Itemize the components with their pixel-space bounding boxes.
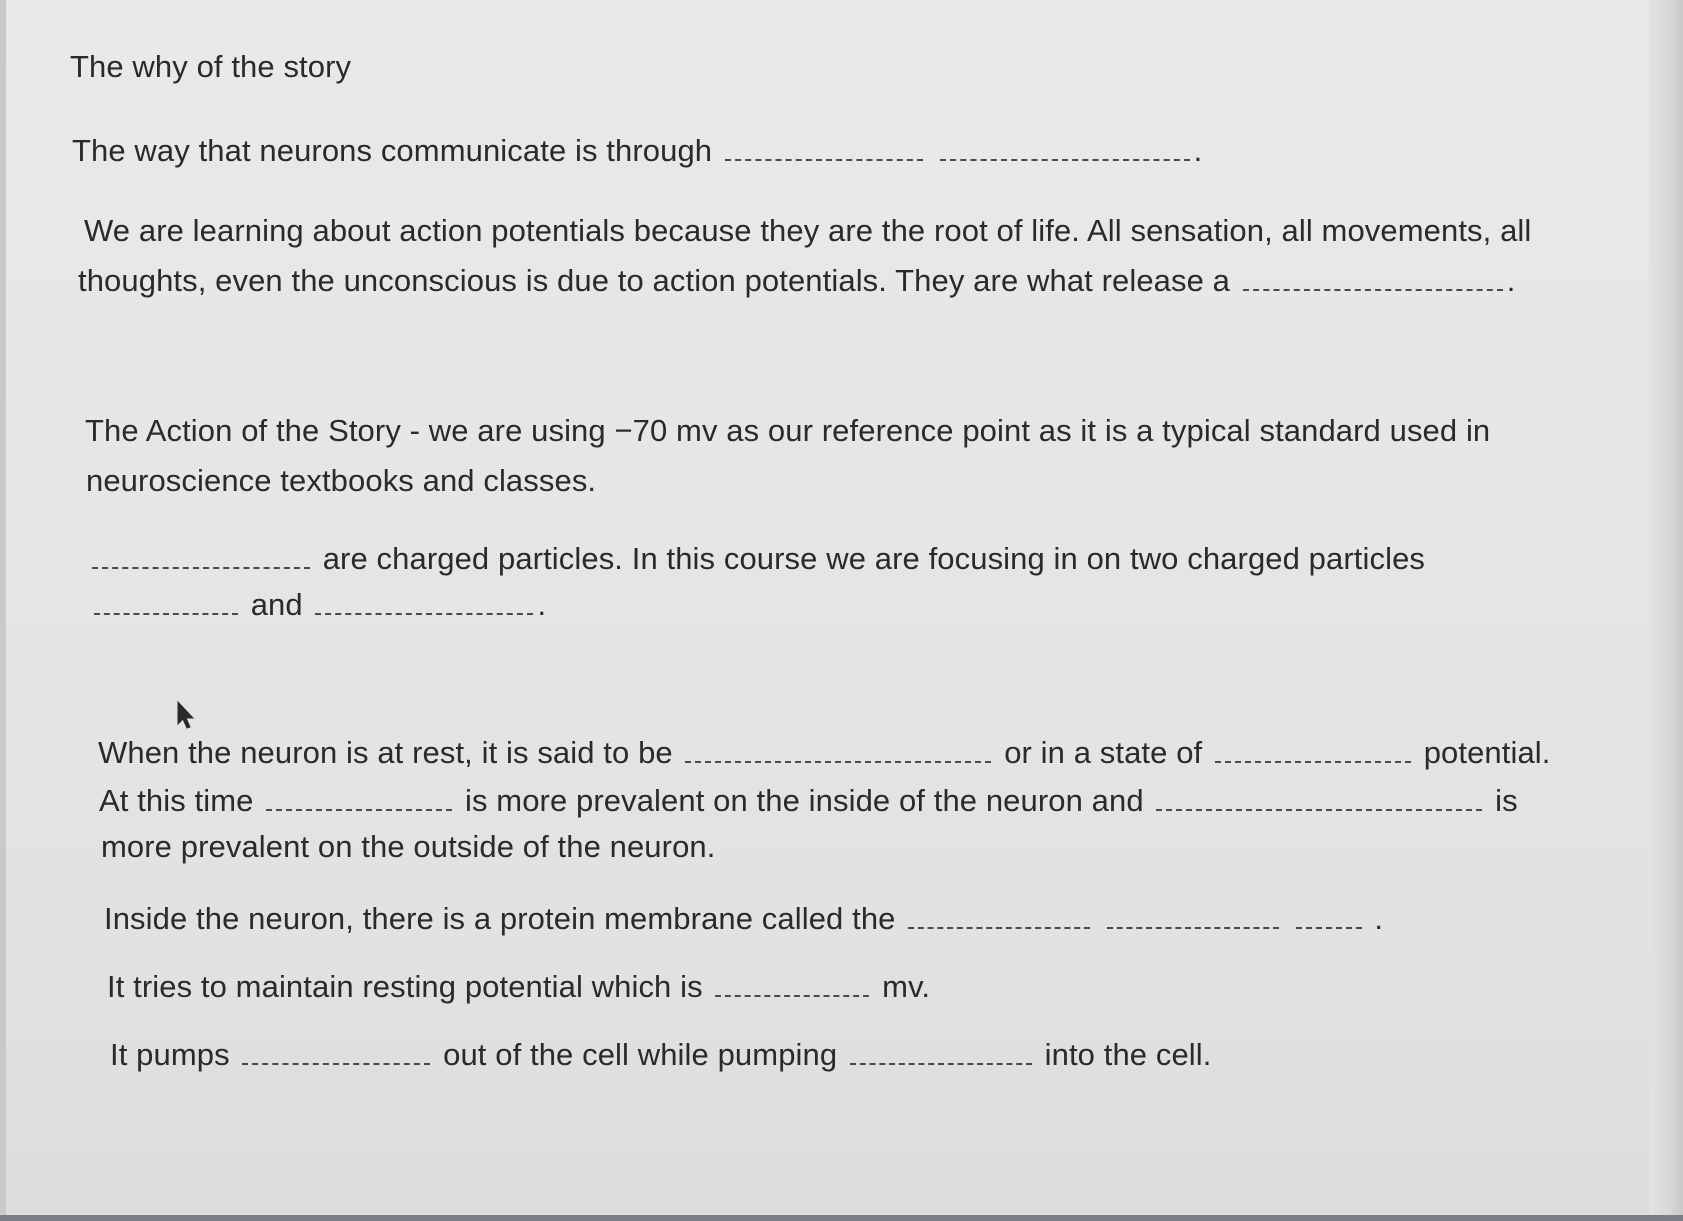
question-resting-line2 <box>99 782 1518 820</box>
p3-line2: neuroscience textbooks and classes. <box>86 463 597 498</box>
page-title <box>70 48 351 86</box>
answer-blank[interactable] <box>725 137 923 161</box>
answer-blank[interactable] <box>92 545 310 569</box>
question-communication <box>72 132 1202 170</box>
question-resting-line3 <box>101 828 715 866</box>
p5-line1-c: potential. <box>1423 735 1551 770</box>
p6-prefix: Inside the neuron, there is a protein membrane called the <box>104 901 896 936</box>
answer-blank[interactable] <box>715 973 869 997</box>
p4-suffix: . <box>537 587 547 622</box>
p5-line2-a: At this time <box>99 783 254 818</box>
q1-prefix: The way that neurons communicate is through <box>72 133 713 168</box>
p5-line1-b: or in a state of <box>1004 735 1203 770</box>
p8-c: into the cell. <box>1044 1037 1212 1072</box>
answer-blank[interactable] <box>266 787 452 811</box>
title-text: The why of the story <box>70 49 352 84</box>
p3-line1: The Action of the Story - we are using −70 mv as our reference point as it is a typical standard used in <box>85 413 1491 448</box>
p2-line1: We are learning about action potentials because they are the root of life. All sensation, all movements, all <box>84 213 1532 248</box>
question-protein-membrane <box>104 900 1383 938</box>
answer-blank[interactable] <box>94 591 238 615</box>
p8-a: It pumps <box>110 1037 230 1072</box>
question-resting-line1 <box>98 734 1551 772</box>
answer-blank[interactable] <box>315 591 533 615</box>
paragraph-action-potentials-line2 <box>78 262 1515 300</box>
p5-line2-b: is more prevalent on the inside of the neuron and <box>464 783 1144 818</box>
p2-suffix: . <box>1506 263 1516 298</box>
answer-blank[interactable] <box>1215 739 1411 763</box>
answer-blank[interactable] <box>850 1041 1032 1065</box>
p7-prefix: It tries to maintain resting potential which is <box>107 969 703 1004</box>
question-charged-particles-line2 <box>94 586 546 624</box>
answer-blank[interactable] <box>1156 787 1482 811</box>
paragraph-action-potentials-line1 <box>84 212 1531 250</box>
p5-line2-c: is <box>1495 783 1518 818</box>
p5-line3: more prevalent on the outside of the neuron. <box>101 829 716 864</box>
p4-line1: are charged particles. In this course we are focusing in on two charged particles <box>322 541 1426 576</box>
p4-and: and <box>250 587 303 622</box>
mouse-pointer-icon <box>176 700 196 730</box>
section-heading-action-line1 <box>85 412 1490 450</box>
p7-suffix: mv. <box>882 969 931 1004</box>
question-resting-value <box>107 968 930 1006</box>
answer-blank[interactable] <box>242 1041 430 1065</box>
section-heading-action-line2 <box>86 462 596 500</box>
answer-blank[interactable] <box>908 905 1090 929</box>
q1-suffix: . <box>1193 133 1203 168</box>
answer-blank[interactable] <box>1107 905 1279 929</box>
answer-blank[interactable] <box>685 739 991 763</box>
p6-suffix: . <box>1374 901 1384 936</box>
p8-b: out of the cell while pumping <box>443 1037 838 1072</box>
answer-blank[interactable] <box>1243 267 1503 291</box>
answer-blank[interactable] <box>940 137 1190 161</box>
p2-line2: thoughts, even the unconscious is due to action potentials. They are what release a <box>78 263 1231 298</box>
p5-line1-a: When the neuron is at rest, it is said to be <box>98 735 673 770</box>
question-pump <box>110 1036 1211 1074</box>
question-charged-particles-line1 <box>92 540 1425 578</box>
answer-blank[interactable] <box>1296 905 1362 929</box>
